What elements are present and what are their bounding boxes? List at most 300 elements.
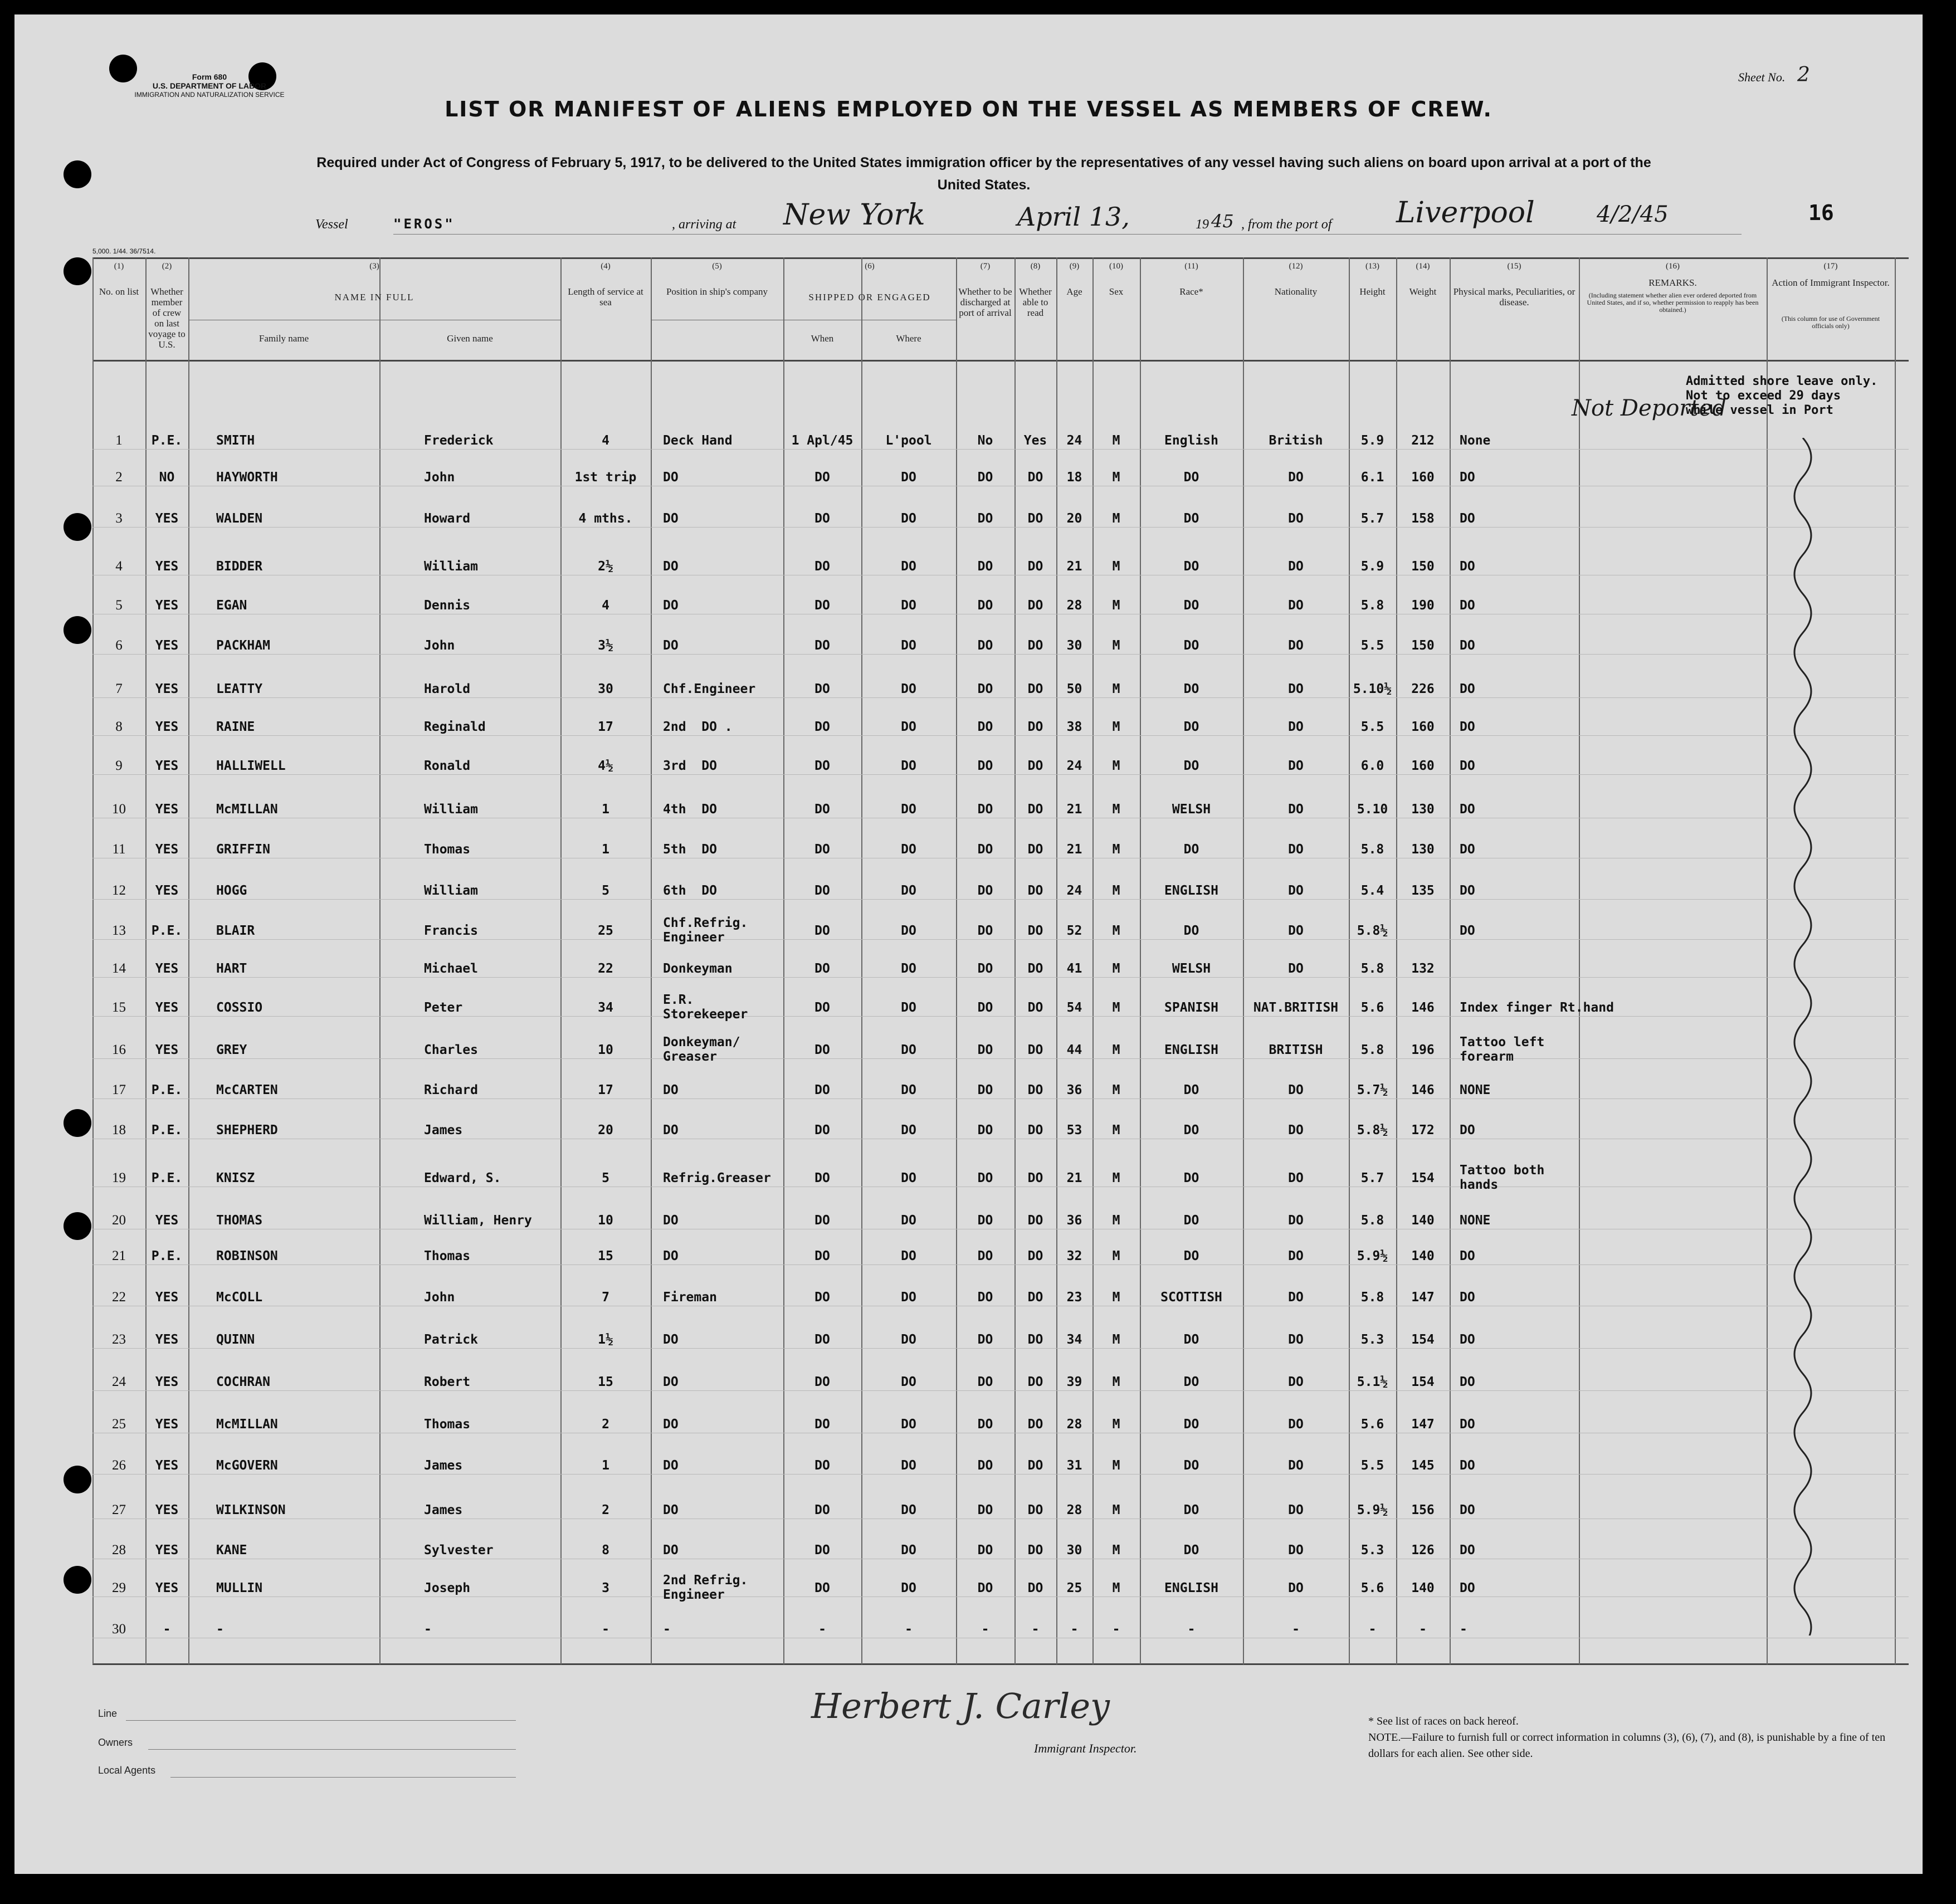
age: 34 bbox=[1066, 1332, 1082, 1347]
shipped-where: DO bbox=[901, 511, 916, 526]
position: Chf.Engineer bbox=[663, 682, 756, 696]
sex: M bbox=[1112, 720, 1120, 734]
remarks-handwritten: Not Deported bbox=[1572, 396, 1726, 421]
print-code: 5,000. 1/44. 36/7514. bbox=[92, 247, 156, 255]
punch-hole bbox=[64, 1109, 91, 1137]
height: 5.8 bbox=[1360, 1213, 1384, 1228]
height: 5.8 bbox=[1360, 1290, 1384, 1305]
family-name: McCARTEN bbox=[216, 1083, 278, 1097]
age: 21 bbox=[1066, 1171, 1082, 1185]
physical-marks: DO bbox=[1460, 883, 1475, 898]
row-number: 28 bbox=[112, 1542, 126, 1558]
last-voyage: YES bbox=[155, 759, 179, 773]
service-length: 2 bbox=[602, 1417, 609, 1432]
shipped-when: DO bbox=[814, 1123, 830, 1137]
column-header: Nationality bbox=[1274, 286, 1318, 297]
column-divider bbox=[560, 257, 562, 1664]
row-number: 16 bbox=[112, 1042, 126, 1057]
column-note: (Including statement whether alien ever ordered deported from United States, and if so, whether permission to reapply has been obtained.) bbox=[1587, 291, 1759, 314]
shipped-when: DO bbox=[814, 638, 830, 653]
given-name: Thomas bbox=[424, 842, 471, 857]
nationality: DO bbox=[1288, 470, 1304, 485]
shipped-where: DO bbox=[901, 720, 916, 734]
column-number: (15) bbox=[1507, 262, 1521, 271]
row-number: 6 bbox=[115, 638, 123, 653]
race: ENGLISH bbox=[1164, 1581, 1218, 1595]
able-to-read: DO bbox=[1027, 1043, 1043, 1057]
family-name: KNISZ bbox=[216, 1171, 255, 1185]
nationality: DO bbox=[1288, 1249, 1304, 1263]
shipped-when: DO bbox=[814, 598, 830, 613]
position: 3rd DO bbox=[663, 759, 717, 773]
weight: 158 bbox=[1411, 511, 1435, 526]
able-to-read: DO bbox=[1027, 883, 1043, 898]
sex: M bbox=[1112, 559, 1120, 574]
shipped-where: DO bbox=[901, 1249, 916, 1263]
able-to-read: DO bbox=[1027, 598, 1043, 613]
family-name: RAINE bbox=[216, 720, 255, 734]
sex: M bbox=[1112, 1213, 1120, 1228]
nationality: DO bbox=[1288, 720, 1304, 734]
height: 5.9 bbox=[1360, 433, 1384, 448]
given-name: Frederick bbox=[424, 433, 494, 448]
column-header: REMARKS. bbox=[1648, 277, 1697, 288]
sex: M bbox=[1112, 961, 1120, 976]
able-to-read: DO bbox=[1027, 638, 1043, 653]
page-title: LIST OR MANIFEST OF ALIENS EMPLOYED ON THE VESSEL AS MEMBERS OF CREW. bbox=[445, 97, 1492, 121]
height: 5.9½ bbox=[1357, 1503, 1388, 1517]
race: DO bbox=[1183, 559, 1199, 574]
family-name: McGOVERN bbox=[216, 1458, 278, 1473]
given-name: Reginald bbox=[424, 720, 486, 734]
shipped-when: DO bbox=[814, 559, 830, 574]
last-voyage: YES bbox=[155, 1213, 179, 1228]
races-note: * See list of races on back hereof. bbox=[1368, 1715, 1519, 1727]
last-voyage: P.E. bbox=[151, 924, 183, 938]
discharged: DO bbox=[977, 1213, 993, 1228]
race: DO bbox=[1183, 759, 1199, 773]
shipped-where: L'pool bbox=[885, 433, 932, 448]
given-name: Francis bbox=[424, 924, 478, 938]
race: DO bbox=[1183, 1417, 1199, 1432]
last-voyage: P.E. bbox=[151, 1083, 183, 1097]
column-number: (5) bbox=[712, 262, 722, 271]
family-name: QUINN bbox=[216, 1332, 255, 1347]
service-length: 5 bbox=[602, 883, 609, 898]
column-header: Weight bbox=[1409, 286, 1437, 297]
last-voyage: YES bbox=[155, 559, 179, 574]
weight: - bbox=[1419, 1622, 1427, 1637]
able-to-read: DO bbox=[1027, 1171, 1043, 1185]
column-header: Physical marks, Peculiarities, or disease. bbox=[1453, 286, 1575, 307]
able-to-read: Yes bbox=[1023, 433, 1047, 448]
given-name: Sylvester bbox=[424, 1543, 494, 1558]
position: DO bbox=[663, 1375, 679, 1389]
vessel-name: "EROS" bbox=[393, 216, 455, 232]
service-length: 4 bbox=[602, 433, 609, 448]
race: DO bbox=[1183, 1543, 1199, 1558]
last-voyage: YES bbox=[155, 1543, 179, 1558]
physical-marks: DO bbox=[1460, 1581, 1475, 1595]
able-to-read: DO bbox=[1027, 470, 1043, 485]
position: DO bbox=[663, 1458, 679, 1473]
given-name: Thomas bbox=[424, 1249, 471, 1263]
remarks-bracket-line bbox=[1781, 438, 1825, 1636]
sex: M bbox=[1112, 883, 1120, 898]
shipped-where: DO bbox=[901, 924, 916, 938]
shipped-where: DO bbox=[901, 759, 916, 773]
height: 5.10 bbox=[1357, 802, 1388, 817]
department: U.S. DEPARTMENT OF LABOR bbox=[152, 81, 267, 90]
physical-marks: DO bbox=[1460, 470, 1475, 485]
column-divider bbox=[1895, 257, 1896, 1664]
row-number: 24 bbox=[112, 1374, 126, 1389]
service-length: 1 bbox=[602, 1458, 609, 1473]
column-divider bbox=[651, 257, 652, 1664]
service-length: 10 bbox=[598, 1213, 613, 1228]
age: 38 bbox=[1066, 720, 1082, 734]
row-number: 29 bbox=[112, 1580, 126, 1595]
manifest-sheet bbox=[14, 14, 1923, 1874]
punch-hole bbox=[64, 1466, 91, 1493]
shipped-where: DO bbox=[901, 1503, 916, 1517]
family-name: HART bbox=[216, 961, 247, 976]
nationality: DO bbox=[1288, 1543, 1304, 1558]
race: DO bbox=[1183, 720, 1199, 734]
shipped-when: DO bbox=[814, 842, 830, 857]
given-name: John bbox=[424, 470, 455, 485]
shipped-where: DO bbox=[901, 1043, 916, 1057]
height: 5.5 bbox=[1360, 638, 1384, 653]
race: DO bbox=[1183, 470, 1199, 485]
weight: 135 bbox=[1411, 883, 1435, 898]
shipped-where: DO bbox=[901, 638, 916, 653]
row-number: 5 bbox=[115, 598, 123, 613]
weight: 226 bbox=[1411, 682, 1435, 696]
family-name: McMILLAN bbox=[216, 1417, 278, 1432]
weight: 140 bbox=[1411, 1581, 1435, 1595]
row-number: 20 bbox=[112, 1213, 126, 1228]
position: DO bbox=[663, 559, 679, 574]
page-subtitle: Required under Act of Congress of February 5, 1917, to be delivered to the United States immigration officer by the representatives of any vessel having such aliens on board upon arrival at a port of the United States. bbox=[316, 155, 1651, 193]
race: DO bbox=[1183, 1332, 1199, 1347]
weight: 150 bbox=[1411, 559, 1435, 574]
physical-marks: None bbox=[1460, 433, 1491, 448]
nationality: DO bbox=[1288, 1332, 1304, 1347]
row-rule bbox=[92, 977, 1909, 978]
shipped-where: DO bbox=[901, 883, 916, 898]
sex: M bbox=[1112, 1581, 1120, 1595]
physical-marks: NONE bbox=[1460, 1083, 1491, 1097]
race: DO bbox=[1183, 1458, 1199, 1473]
column-header: Whether to be discharged at port of arrival bbox=[958, 286, 1012, 318]
sex: M bbox=[1112, 433, 1120, 448]
family-name: MULLIN bbox=[216, 1581, 263, 1595]
position: DO bbox=[663, 470, 679, 485]
line-field bbox=[126, 1720, 516, 1721]
able-to-read: DO bbox=[1027, 1249, 1043, 1263]
service-length: 25 bbox=[598, 924, 613, 938]
column-divider bbox=[1056, 257, 1057, 1664]
height: 6.0 bbox=[1360, 759, 1384, 773]
race: DO bbox=[1183, 1171, 1199, 1185]
given-name: Thomas bbox=[424, 1417, 471, 1432]
able-to-read: DO bbox=[1027, 511, 1043, 526]
row-number: 11 bbox=[112, 842, 126, 857]
nationality: DO bbox=[1288, 961, 1304, 976]
sex: M bbox=[1112, 802, 1120, 817]
discharged: DO bbox=[977, 1043, 993, 1057]
row-number: 8 bbox=[115, 719, 123, 734]
nationality: DO bbox=[1288, 1375, 1304, 1389]
row-number: 12 bbox=[112, 883, 126, 898]
sex: M bbox=[1112, 759, 1120, 773]
column-header: Sex bbox=[1109, 286, 1124, 297]
line-label: Line bbox=[98, 1708, 118, 1719]
column-number: (4) bbox=[601, 262, 611, 271]
column-header: NAME IN FULL bbox=[334, 292, 414, 302]
sex: M bbox=[1112, 924, 1120, 938]
column-header: Whether able to read bbox=[1019, 286, 1052, 318]
punch-hole bbox=[64, 616, 91, 644]
last-voyage: YES bbox=[155, 842, 179, 857]
penalty-note: NOTE.—Failure to furnish full or correct information in columns (3), (6), (7), and (8), is punishable by a fine of ten dollars for each alien. See other side. bbox=[1368, 1731, 1886, 1760]
able-to-read: DO bbox=[1027, 1332, 1043, 1347]
age: 24 bbox=[1066, 433, 1082, 448]
last-voyage: YES bbox=[155, 1581, 179, 1595]
discharged: - bbox=[981, 1622, 989, 1637]
row-rule bbox=[92, 899, 1909, 900]
sex: M bbox=[1112, 682, 1120, 696]
able-to-read: DO bbox=[1027, 842, 1043, 857]
height: 5.6 bbox=[1360, 1000, 1384, 1015]
shipped-where: DO bbox=[901, 1213, 916, 1228]
able-to-read: DO bbox=[1027, 1213, 1043, 1228]
row-number: 4 bbox=[115, 559, 123, 574]
position: DO bbox=[663, 1543, 679, 1558]
position: 6th DO bbox=[663, 883, 717, 898]
discharged: DO bbox=[977, 1000, 993, 1015]
column-divider bbox=[188, 257, 189, 1664]
able-to-read: DO bbox=[1027, 1503, 1043, 1517]
row-number: 23 bbox=[112, 1332, 126, 1347]
shipped-where: DO bbox=[901, 470, 916, 485]
discharged: DO bbox=[977, 961, 993, 976]
age: 24 bbox=[1066, 759, 1082, 773]
nationality: DO bbox=[1288, 511, 1304, 526]
sex: M bbox=[1112, 1123, 1120, 1137]
able-to-read: DO bbox=[1027, 682, 1043, 696]
shipped-where: DO bbox=[901, 1171, 916, 1185]
discharged: DO bbox=[977, 638, 993, 653]
height: 5.8½ bbox=[1357, 924, 1388, 938]
sex: M bbox=[1112, 598, 1120, 613]
last-voyage: YES bbox=[155, 638, 179, 653]
physical-marks: DO bbox=[1460, 598, 1475, 613]
able-to-read: DO bbox=[1027, 1083, 1043, 1097]
service-length: 2½ bbox=[598, 559, 613, 574]
weight: 150 bbox=[1411, 638, 1435, 653]
row-number: 17 bbox=[112, 1082, 126, 1097]
weight: 160 bbox=[1411, 720, 1435, 734]
family-name: COCHRAN bbox=[216, 1375, 270, 1389]
shipped-where: DO bbox=[901, 682, 916, 696]
column-divider bbox=[1396, 257, 1397, 1664]
family-name: BIDDER bbox=[216, 559, 263, 574]
position: 4th DO bbox=[663, 802, 717, 817]
last-voyage: YES bbox=[155, 802, 179, 817]
physical-marks: DO bbox=[1460, 1375, 1475, 1389]
able-to-read: DO bbox=[1027, 924, 1043, 938]
family-name: COSSIO bbox=[216, 1000, 263, 1015]
physical-marks: DO bbox=[1460, 1417, 1475, 1432]
given-name: William, Henry bbox=[424, 1213, 532, 1228]
weight: 154 bbox=[1411, 1171, 1435, 1185]
family-name: PACKHAM bbox=[216, 638, 270, 653]
position: DO bbox=[663, 1249, 679, 1263]
age: 28 bbox=[1066, 598, 1082, 613]
nationality: British bbox=[1269, 433, 1323, 448]
shipped-when: - bbox=[818, 1622, 826, 1637]
column-subheader: Given name bbox=[447, 333, 493, 344]
sex: M bbox=[1112, 1290, 1120, 1305]
column-number: (7) bbox=[980, 262, 991, 271]
service-length: 8 bbox=[602, 1543, 609, 1558]
footer-notes bbox=[1368, 1713, 1886, 1762]
weight: 140 bbox=[1411, 1213, 1435, 1228]
agents-label: Local Agents bbox=[98, 1765, 156, 1776]
year-prefix: 19 bbox=[1196, 217, 1209, 232]
column-divider bbox=[1767, 257, 1768, 1664]
row-rule bbox=[92, 735, 1909, 736]
shipped-when: DO bbox=[814, 883, 830, 898]
able-to-read: DO bbox=[1027, 802, 1043, 817]
last-voyage: YES bbox=[155, 1290, 179, 1305]
race: SCOTTISH bbox=[1160, 1290, 1222, 1305]
nationality: DO bbox=[1288, 1083, 1304, 1097]
given-name: James bbox=[424, 1503, 463, 1517]
column-divider bbox=[783, 257, 784, 1664]
column-header: Age bbox=[1066, 286, 1082, 297]
service-length: 4 bbox=[602, 598, 609, 613]
race: DO bbox=[1183, 511, 1199, 526]
row-number: 30 bbox=[112, 1622, 126, 1637]
from-label: , from the port of bbox=[1241, 217, 1332, 232]
age: 39 bbox=[1066, 1375, 1082, 1389]
weight: 156 bbox=[1411, 1503, 1435, 1517]
service-length: 7 bbox=[602, 1290, 609, 1305]
shipped-when: DO bbox=[814, 961, 830, 976]
position: Refrig.Greaser bbox=[663, 1171, 771, 1185]
row-rule bbox=[92, 449, 1909, 450]
discharged: DO bbox=[977, 682, 993, 696]
shipped-when: DO bbox=[814, 1503, 830, 1517]
age: 50 bbox=[1066, 682, 1082, 696]
position: DO bbox=[663, 598, 679, 613]
given-name: Howard bbox=[424, 511, 471, 526]
nationality: DO bbox=[1288, 1417, 1304, 1432]
column-header: No. on list bbox=[99, 286, 139, 297]
age: 44 bbox=[1066, 1043, 1082, 1057]
race: DO bbox=[1183, 598, 1199, 613]
shipped-when: 1 Apl/45 bbox=[791, 433, 853, 448]
able-to-read: DO bbox=[1027, 1290, 1043, 1305]
last-voyage: YES bbox=[155, 1417, 179, 1432]
nationality: DO bbox=[1288, 682, 1304, 696]
height: 5.6 bbox=[1360, 1581, 1384, 1595]
age: - bbox=[1070, 1622, 1079, 1637]
nationality: - bbox=[1292, 1622, 1300, 1637]
last-voyage: YES bbox=[155, 1043, 179, 1057]
column-number: (14) bbox=[1416, 262, 1430, 271]
physical-marks: DO bbox=[1460, 1290, 1475, 1305]
last-voyage: YES bbox=[155, 961, 179, 976]
weight: 145 bbox=[1411, 1458, 1435, 1473]
from-port: Liverpool bbox=[1396, 196, 1535, 230]
position: Chf.Refrig. Engineer bbox=[663, 916, 748, 945]
height: 5.8 bbox=[1360, 598, 1384, 613]
sex: M bbox=[1112, 1249, 1120, 1263]
last-voyage: YES bbox=[155, 511, 179, 526]
discharged: DO bbox=[977, 598, 993, 613]
last-voyage: P.E. bbox=[151, 1123, 183, 1137]
age: 30 bbox=[1066, 638, 1082, 653]
physical-marks: DO bbox=[1460, 638, 1475, 653]
discharged: DO bbox=[977, 924, 993, 938]
column-number: (3) bbox=[369, 262, 379, 271]
column-header: Position in ship's company bbox=[666, 286, 768, 297]
discharged: DO bbox=[977, 1458, 993, 1473]
race: DO bbox=[1183, 1375, 1199, 1389]
given-name: Charles bbox=[424, 1043, 478, 1057]
last-voyage: - bbox=[163, 1622, 171, 1637]
column-divider bbox=[1450, 257, 1451, 1664]
column-number: (2) bbox=[162, 262, 172, 271]
position: DO bbox=[663, 1123, 679, 1137]
position: DO bbox=[663, 1332, 679, 1347]
shipped-when: DO bbox=[814, 1581, 830, 1595]
weight: 160 bbox=[1411, 759, 1435, 773]
column-number: (16) bbox=[1666, 262, 1680, 271]
discharged: DO bbox=[977, 1290, 993, 1305]
position: Donkeyman/ Greaser bbox=[663, 1035, 740, 1064]
height: 5.10½ bbox=[1353, 682, 1392, 696]
discharged: DO bbox=[977, 1581, 993, 1595]
sex: M bbox=[1112, 511, 1120, 526]
family-name: ROBINSON bbox=[216, 1249, 278, 1263]
shipped-where: - bbox=[905, 1622, 913, 1637]
height: 5.5 bbox=[1360, 1458, 1384, 1473]
discharged: DO bbox=[977, 1543, 993, 1558]
position: - bbox=[663, 1622, 671, 1637]
discharged: DO bbox=[977, 559, 993, 574]
shipped-when: DO bbox=[814, 1213, 830, 1228]
punch-hole bbox=[64, 160, 91, 188]
given-name: Peter bbox=[424, 1000, 463, 1015]
sheet-number: 2 bbox=[1797, 64, 1810, 86]
row-number: 21 bbox=[112, 1248, 126, 1263]
column-divider bbox=[1579, 257, 1580, 1664]
discharged: DO bbox=[977, 883, 993, 898]
sex: M bbox=[1112, 1503, 1120, 1517]
row-number: 25 bbox=[112, 1417, 126, 1432]
given-name: Robert bbox=[424, 1375, 471, 1389]
shipped-when: DO bbox=[814, 682, 830, 696]
family-name: HAYWORTH bbox=[216, 470, 278, 485]
last-voyage: P.E. bbox=[151, 433, 183, 448]
weight: 160 bbox=[1411, 470, 1435, 485]
column-number: (10) bbox=[1109, 262, 1123, 271]
